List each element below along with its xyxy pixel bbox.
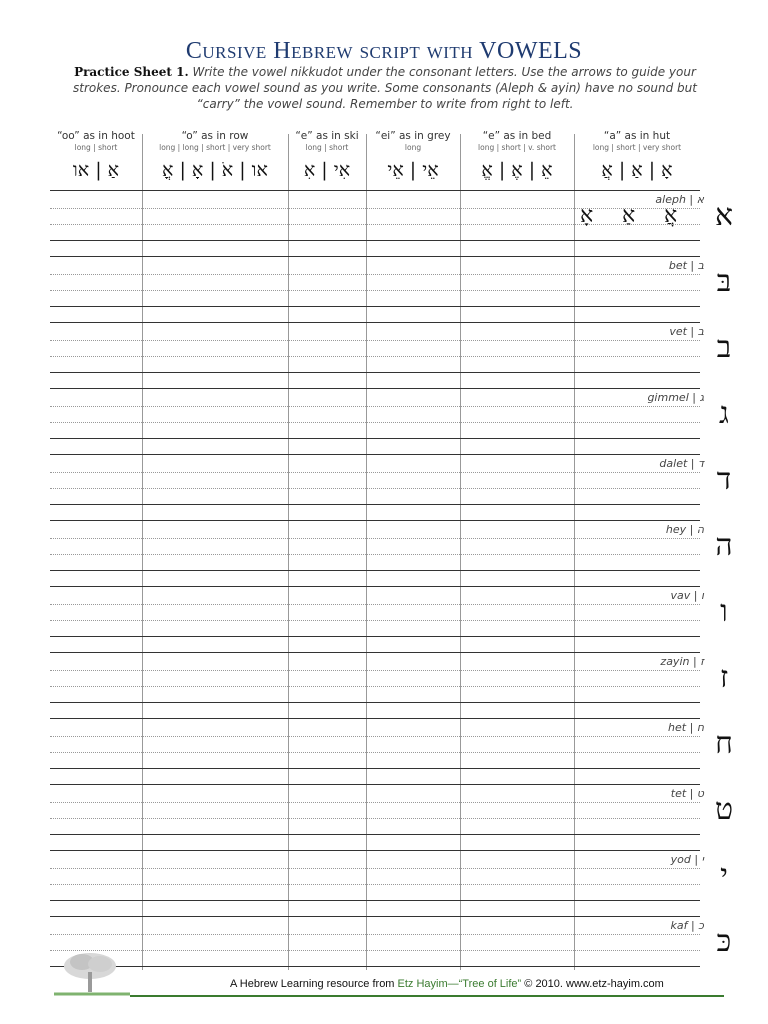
column-header-o [142,130,288,182]
guide-line [50,752,700,753]
column-letters: אֵי | אֵי [387,159,439,181]
stroke-glyph-kaf: כּ [716,924,732,959]
guide-line [50,422,700,423]
row-line [50,834,700,835]
row-label-gimmel: gimmel | ג [647,391,704,404]
guide-line [50,670,700,671]
row-line [50,306,700,307]
guide-line [50,356,700,357]
stroke-glyph-zayin: ז [719,660,729,695]
row-line [50,190,700,191]
column-header-ski [288,130,366,182]
row-line [50,388,700,389]
guide-line [50,224,700,225]
column-sound: “oo” as in hoot [57,130,135,142]
guide-line [50,538,700,539]
tree-logo-icon [52,950,132,998]
column-types: long | long | short | very short [159,143,271,152]
column-header-bed [460,130,574,182]
row-label-aleph: aleph | א [655,193,704,206]
column-letters: או | אֹ | אָ | אֳ [162,159,268,181]
stroke-glyph-het: ח [715,726,733,761]
column-sound: “o” as in row [181,130,249,142]
row-line [50,768,700,769]
instructions [60,64,710,112]
guide-line [50,802,700,803]
guide-line [50,934,700,935]
stroke-glyph-aleph: א [714,198,733,233]
guide-line [50,950,700,951]
instructions-label: Practice Sheet 1. [74,65,189,79]
column-sound: “ei” as in grey [375,130,451,142]
row-label-yod: yod | י [670,853,704,866]
column-letters: אֵ | אֶ | אֱ [481,159,553,181]
row-line [50,454,700,455]
column-sound: “a” as in hut [603,130,671,142]
column-letters: אַ | או [72,159,120,181]
column-sound: “e” as in ski [295,130,359,142]
guide-line [50,472,700,473]
row-line [50,322,700,323]
guide-line [50,736,700,737]
footer-divider [130,995,724,997]
column-header-oo [50,130,142,182]
stroke-glyph-yod: י [720,858,728,893]
aleph-example: אֲ [664,203,678,228]
row-line [50,520,700,521]
guide-line [50,554,700,555]
row-line [50,900,700,901]
row-label-zayin: zayin | ז [660,655,704,668]
footer-prefix: A Hebrew Learning resource from [230,978,395,990]
column-letters: אִי | אִ [303,159,351,181]
stroke-glyph-tet: ט [714,792,734,827]
row-line [50,784,700,785]
row-line [50,718,700,719]
row-label-bet: bet | ב [668,259,704,272]
row-line [50,586,700,587]
stroke-glyph-dalet: ד [716,462,732,497]
column-letters: אָ | אַ | אֲ [601,159,673,181]
column-sound: “e” as in bed [482,130,552,142]
stroke-glyph-gimmel: ג [719,396,729,431]
column-divider [574,134,575,970]
footer-credit [230,978,664,990]
guide-line [50,488,700,489]
guide-line [50,686,700,687]
column-types: long | short [74,143,118,152]
row-line [50,570,700,571]
aleph-example: אַ [622,203,636,228]
stroke-glyph-vav: ו [720,594,728,629]
column-divider [366,134,367,970]
aleph-example: אָ [580,203,594,228]
instructions-text: Write the vowel nikkudot under the consonant letters. Use the arrows to guide your strokes. Pronounce each vowel sound as you write. Some consonants (Aleph & ayin) have no sound but “carry” the vowel sound. Remember to write from right to left. [73,65,697,111]
stroke-glyph-hey: ה [715,528,733,563]
row-line [50,372,700,373]
row-label-vav: vav | ו [670,589,704,602]
row-label-het: het | ח [668,721,704,734]
page-title: Cursive Hebrew script with VOWELS [185,38,583,64]
column-types: long | short | v. short [478,143,556,152]
practice-grid [50,130,704,970]
row-line [50,966,700,967]
column-header-grey [366,130,460,182]
row-line [50,702,700,703]
row-line [50,438,700,439]
row-label-vet: vet | ב [669,325,704,338]
stroke-glyph-bet: בּ [716,264,732,299]
row-line [50,504,700,505]
guide-line [50,290,700,291]
column-types: long | short | very short [592,143,682,152]
guide-line [50,340,700,341]
row-label-tet: tet | ט [670,787,704,800]
row-line [50,256,700,257]
footer-suffix: © 2010. www.etz-hayim.com [524,978,664,990]
guide-line [50,208,700,209]
column-divider [460,134,461,970]
stroke-glyph-vet: ב [716,330,732,365]
guide-line [50,818,700,819]
row-label-kaf: kaf | כ [670,919,704,932]
guide-line [50,868,700,869]
guide-line [50,620,700,621]
guide-line [50,406,700,407]
row-line [50,636,700,637]
row-line [50,652,700,653]
column-types: long [404,143,422,152]
column-divider [288,134,289,970]
row-line [50,850,700,851]
guide-line [50,274,700,275]
column-divider [142,134,143,970]
row-line [50,240,700,241]
row-label-hey: hey | ה [665,523,704,536]
column-types: long | short [305,143,349,152]
guide-line [50,884,700,885]
row-label-dalet: dalet | ד [659,457,704,470]
guide-line [50,604,700,605]
footer-org: Etz Hayim—“Tree of Life” [397,978,522,990]
row-line [50,916,700,917]
column-header-hut [574,130,700,182]
